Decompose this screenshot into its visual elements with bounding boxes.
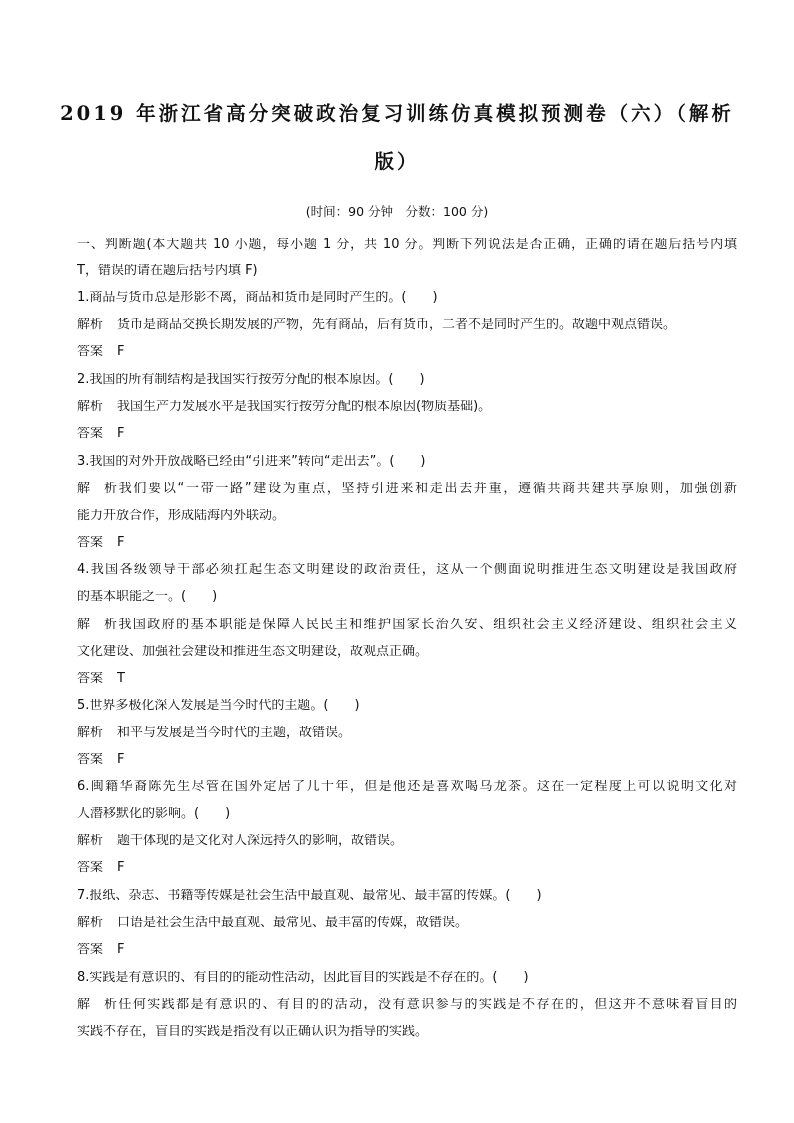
analysis-label: 解析 bbox=[77, 482, 117, 495]
analysis-label: 解析 bbox=[77, 916, 104, 929]
section-instructions-line-2: T，错误的请在题后括号内填 F) bbox=[77, 264, 258, 277]
analysis-4-text: 我国政府的基本职能是保障人民民主和维护国家长治久安、组织社会主义经济建设、组织社会主义 bbox=[117, 618, 737, 631]
question-1: 1.商品与货币总是形影不离，商品和货币是同时产生的。( ) bbox=[77, 291, 438, 304]
question-6-continued: 人潜移默化的影响。( ) bbox=[77, 807, 231, 820]
answer-5-value: F bbox=[117, 753, 125, 766]
answer-2 bbox=[77, 427, 737, 440]
answer-7 bbox=[77, 943, 737, 956]
question-6: 6.闽籍华裔陈先生尽管在国外定居了几十年，但是他还是喜欢喝乌龙茶。这在一定程度上可以说明文化对 bbox=[77, 780, 737, 793]
analysis-6 bbox=[77, 834, 737, 847]
answer-6-value: F bbox=[117, 861, 125, 874]
analysis-1 bbox=[77, 318, 737, 331]
question-4-continued: 的基本职能之一。( ) bbox=[77, 590, 218, 603]
answer-6 bbox=[77, 861, 737, 874]
analysis-8-text: 任何实践都是有意识的、有目的的活动，没有意识参与的实践是不存在的，但这并不意味着盲目的 bbox=[117, 998, 737, 1011]
question-3: 3.我国的对外开放战略已经由“引进来”转向“走出去”。( ) bbox=[77, 455, 426, 468]
question-7: 7.报纸、杂志、书籍等传媒是社会生活中最直观、最常见、最丰富的传媒。( ) bbox=[77, 889, 542, 902]
time-and-score: (时间：90 分钟 分数：100 分) bbox=[305, 204, 489, 219]
analysis-3-text: 我们要以“一带一路”建设为重点，坚持引进来和走出去并重，遵循共商共建共享原则，加强创新 bbox=[117, 482, 737, 495]
answer-label: 答案 bbox=[77, 427, 104, 440]
answer-label: 答案 bbox=[77, 753, 104, 766]
answer-4-value: T bbox=[117, 672, 125, 685]
answer-1 bbox=[77, 345, 737, 358]
answer-7-value: F bbox=[117, 943, 125, 956]
section-instructions-line-1: 一、判断题(本大题共 10 小题，每小题 1 分，共 10 分。判断下列说法是否正确，正确的请在题后括号内填 bbox=[77, 238, 737, 251]
answer-1-value: F bbox=[117, 345, 125, 358]
analysis-8 bbox=[77, 998, 737, 1011]
analysis-3-continued: 能力开放合作，形成陆海内外联动。 bbox=[77, 509, 286, 522]
analysis-label: 解析 bbox=[77, 618, 117, 631]
document-title-line-2: 版） bbox=[374, 150, 420, 173]
analysis-2 bbox=[77, 400, 737, 413]
analysis-label: 解析 bbox=[77, 998, 117, 1011]
answer-4 bbox=[77, 672, 737, 685]
analysis-1-text: 货币是商品交换长期发展的产物，先有商品，后有货币，二者不是同时产生的。故题中观点错误。 bbox=[117, 318, 677, 331]
answer-label: 答案 bbox=[77, 943, 104, 956]
answer-3-value: F bbox=[117, 536, 125, 549]
analysis-3 bbox=[77, 482, 737, 495]
answer-2-value: F bbox=[117, 427, 125, 440]
answer-3 bbox=[77, 536, 737, 549]
analysis-6-text: 题干体现的是文化对人深远持久的影响，故错误。 bbox=[117, 834, 404, 847]
answer-label: 答案 bbox=[77, 861, 104, 874]
answer-label: 答案 bbox=[77, 672, 104, 685]
analysis-4 bbox=[77, 618, 737, 631]
analysis-label: 解析 bbox=[77, 834, 104, 847]
answer-5 bbox=[77, 753, 737, 766]
analysis-label: 解析 bbox=[77, 726, 104, 739]
analysis-label: 解析 bbox=[77, 318, 104, 331]
analysis-4-continued: 文化建设、加强社会建设和推进生态文明建设，故观点正确。 bbox=[77, 645, 429, 658]
question-8: 8.实践是有意识的、有目的的能动性活动，因此盲目的实践是不存在的。( ) bbox=[77, 971, 529, 984]
analysis-5-text: 和平与发展是当今时代的主题，故错误。 bbox=[117, 726, 352, 739]
document-title-line-1: 2019 年浙江省高分突破政治复习训练仿真模拟预测卷（六）（解析 bbox=[60, 102, 734, 125]
analysis-7-text: 口语是社会生活中最直观、最常见、最丰富的传媒，故错误。 bbox=[117, 916, 469, 929]
answer-label: 答案 bbox=[77, 345, 104, 358]
question-5: 5.世界多极化深入发展是当今时代的主题。( ) bbox=[77, 699, 360, 712]
question-4: 4.我国各级领导干部必须扛起生态文明建设的政治责任，这从一个侧面说明推进生态文明建设是我国政府 bbox=[77, 563, 737, 576]
analysis-label: 解析 bbox=[77, 400, 104, 413]
answer-label: 答案 bbox=[77, 536, 104, 549]
analysis-2-text: 我国生产力发展水平是我国实行按劳分配的根本原因(物质基础)。 bbox=[117, 400, 492, 413]
question-2: 2.我国的所有制结构是我国实行按劳分配的根本原因。( ) bbox=[77, 373, 425, 386]
analysis-7 bbox=[77, 916, 737, 929]
analysis-5 bbox=[77, 726, 737, 739]
analysis-8-continued: 实践不存在，盲目的实践是指没有以正确认识为指导的实践。 bbox=[77, 1025, 429, 1038]
